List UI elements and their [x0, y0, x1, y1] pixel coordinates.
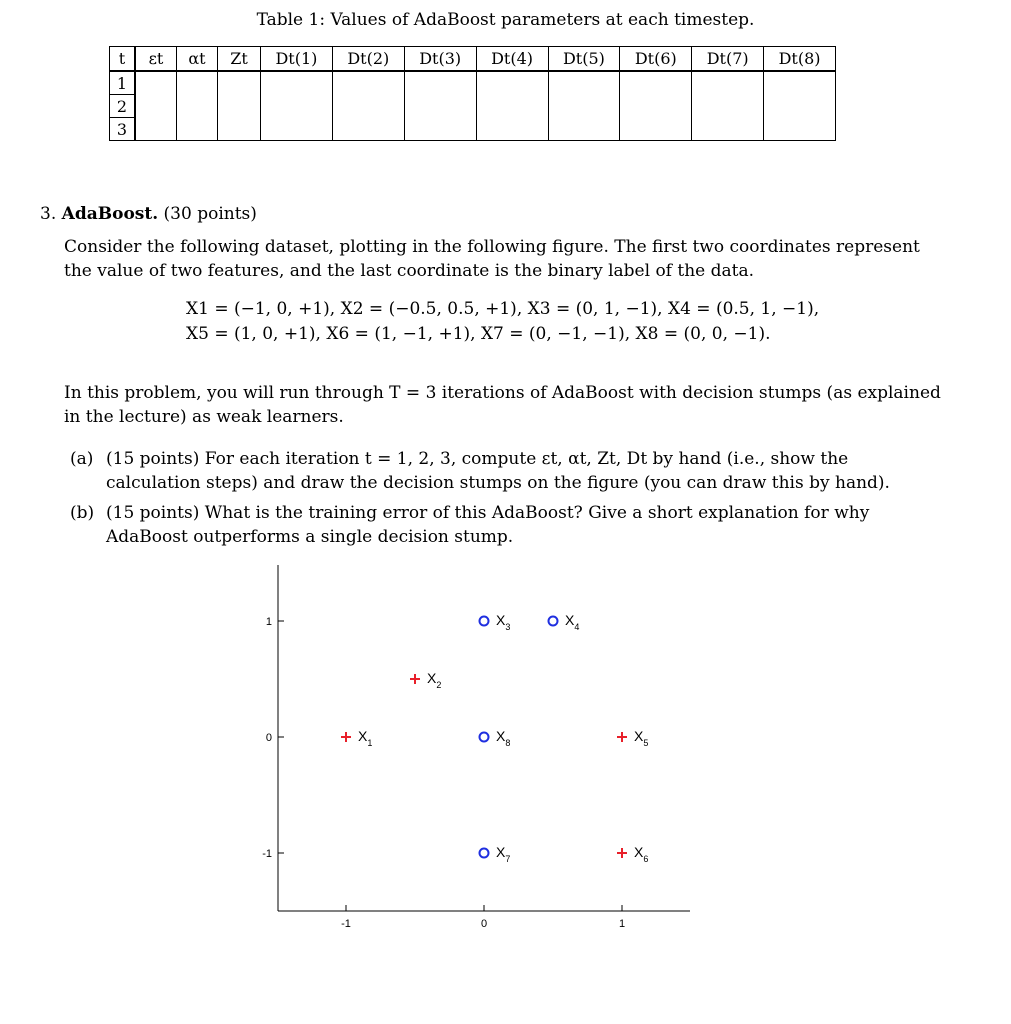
y-tick-label: -1 [262, 848, 272, 860]
row-t-value: 2 [110, 95, 136, 118]
header-d8: Dt(8) [764, 47, 836, 72]
header-z: Zt [218, 47, 261, 72]
header-d3: Dt(3) [404, 47, 476, 72]
point-label: $X_2$ [427, 670, 442, 690]
part-a-text: (15 points) For each iteration t = 1, 2, 3, compute εt, αt, Zt, Dt by hand (i.e., show the calculation steps) and draw the decision stumps on the figure (you can draw this by hand). [106, 449, 890, 493]
plus-marker [410, 674, 420, 684]
point-label: $X_1$ [358, 728, 373, 748]
header-d5: Dt(5) [548, 47, 620, 72]
header-d7: Dt(7) [692, 47, 764, 72]
plus-marker [341, 732, 351, 742]
data-point [549, 612, 580, 632]
data-point [617, 728, 648, 748]
point-label: $X_4$ [565, 612, 580, 632]
x-tick-label: -1 [341, 918, 351, 930]
header-alpha: αt [177, 47, 218, 72]
problem-number: 3. [40, 204, 57, 224]
data-point [480, 844, 511, 864]
circle-marker [480, 617, 489, 626]
point-label: $X_5$ [634, 728, 649, 748]
dataset-equation-line-1: X1 = (−1, 0, +1), X2 = (−0.5, 0.5, +1), X3 = (0, 1, −1), X4 = (0.5, 1, −1), [186, 299, 820, 319]
problem-title: AdaBoost. [61, 204, 159, 224]
table-caption: Table 1: Values of AdaBoost parameters at each timestep. [256, 10, 755, 30]
header-d6: Dt(6) [620, 47, 692, 72]
circle-marker [480, 849, 489, 858]
y-tick-label: 1 [265, 616, 272, 628]
point-label: $X_8$ [496, 728, 511, 748]
header-d2: Dt(2) [332, 47, 404, 72]
problem-points: (30 points) [163, 204, 257, 224]
circle-marker [549, 617, 558, 626]
circle-marker [480, 733, 489, 742]
data-point [617, 844, 648, 864]
y-tick-label: 0 [265, 732, 272, 744]
data-point [480, 612, 511, 632]
x-tick-label: 1 [618, 918, 626, 930]
point-label: $X_3$ [496, 612, 511, 632]
problem-run-text: In this problem, you will run through T = 3 iterations of AdaBoost with decision stumps (as explained in the lecture) as weak learners. [64, 383, 941, 427]
data-point [341, 728, 372, 748]
header-t: t [110, 47, 136, 72]
dataset-equation-line-2: X5 = (1, 0, +1), X6 = (1, −1, +1), X7 = (0, −1, −1), X8 = (0, 0, −1). [186, 324, 771, 344]
plus-marker [617, 848, 627, 858]
part-a-label: (a) [70, 449, 94, 469]
row-t-value: 3 [110, 118, 136, 141]
point-label: $X_6$ [634, 844, 649, 864]
plus-marker [617, 732, 627, 742]
point-label: $X_7$ [496, 844, 511, 864]
part-b-label: (b) [70, 503, 95, 523]
part-b-text: (15 points) What is the training error of this AdaBoost? Give a short explanation for why AdaBoost outperforms a single decision stump. [106, 503, 870, 547]
row-t-value: 1 [110, 71, 136, 95]
data-point [410, 670, 441, 690]
data-point [480, 728, 511, 748]
problem-intro: Consider the following dataset, plotting in the following figure. The first two coordinates represent the value of two features, and the last coordinate is the binary label of the data. [64, 237, 920, 281]
header-epsilon: εt [135, 47, 177, 72]
header-d1: Dt(1) [261, 47, 333, 72]
header-d4: Dt(4) [476, 47, 548, 72]
x-tick-label: 0 [480, 918, 488, 930]
